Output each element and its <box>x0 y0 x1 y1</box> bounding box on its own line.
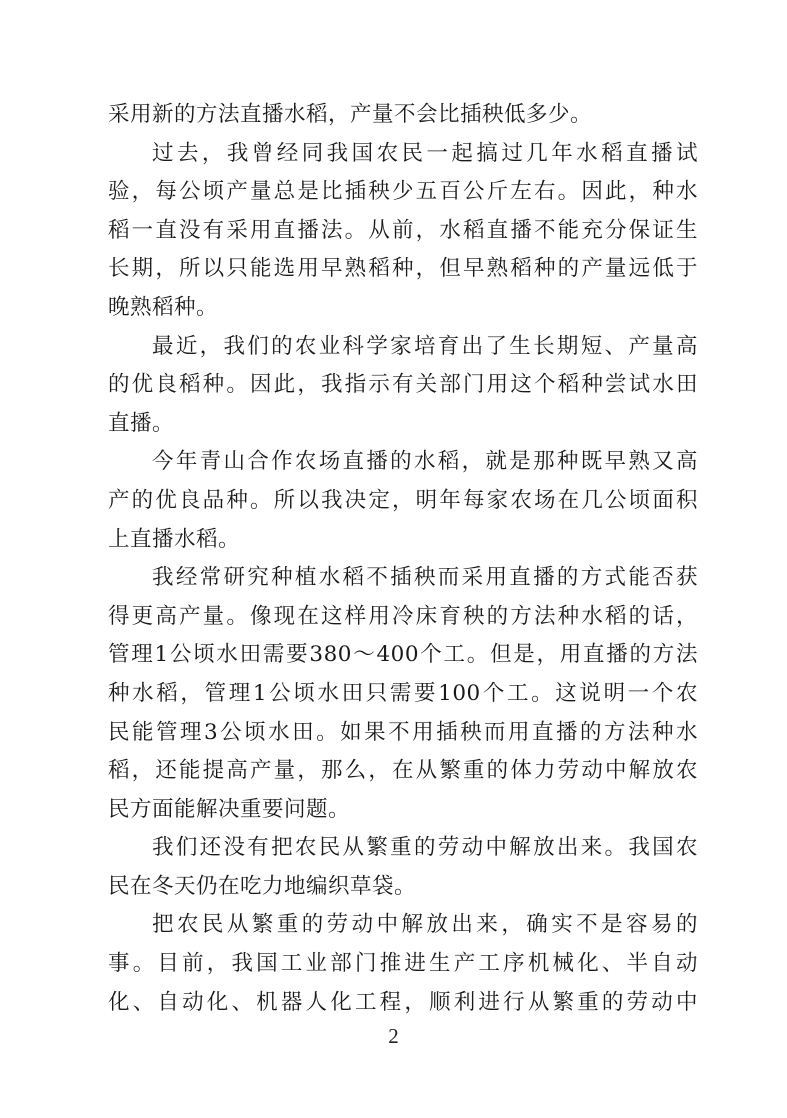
paragraph-first-line: 今年青山合作农场直播的水稻，就是那种既早熟又高 <box>152 449 698 475</box>
paragraph-first-line: 我经常研究种植水稻不插秧而采用直播的方式能否获 <box>152 565 698 591</box>
text-line: 长期，所以只能选用早熟稻种，但早熟稻种的产量远低于 <box>108 256 698 282</box>
text-line: 稻，还能提高产量，那么，在从繁重的体力劳动中解放农 <box>108 758 698 784</box>
text-line: 事。目前，我国工业部门推进生产工序机械化、半自动 <box>108 951 698 977</box>
text-line: 种水稻，管理1公顷水田只需要100个工。这说明一个农 <box>108 680 698 706</box>
text-line: 的优良稻种。因此，我指示有关部门用这个稻种尝试水田 <box>108 372 698 398</box>
page-number: 2 <box>388 1024 399 1048</box>
text-line: 晚熟稻种。 <box>108 294 219 320</box>
body-text <box>108 96 698 1022</box>
text-line: 管理1公顷水田需要380～400个工。但是，用直播的方法 <box>108 642 698 668</box>
text-line: 产的优良品种。所以我决定，明年每家农场在几公顷面积 <box>108 487 698 513</box>
text-line: 上直播水稻。 <box>108 526 241 552</box>
text-line: 民方面能解决重要问题。 <box>108 796 351 822</box>
paragraph-first-line: 把农民从繁重的劳动中解放出来，确实不是容易的 <box>152 912 698 938</box>
text-line: 民能管理3公顷水田。如果不用插秧而用直播的方法种水 <box>108 719 698 745</box>
paragraph-first-line: 我们还没有把农民从繁重的劳动中解放出来。我国农 <box>152 835 698 861</box>
text-line: 得更高产量。像现在这样用冷床育秧的方法种水稻的话， <box>108 603 698 629</box>
text-line: 验，每公顷产量总是比插秧少五百公斤左右。因此，种水 <box>108 179 698 205</box>
text-line: 直播。 <box>108 410 175 436</box>
paragraph-first-line: 最近，我们的农业科学家培育出了生长期短、产量高 <box>152 333 698 359</box>
text-line: 采用新的方法直播水稻，产量不会比插秧低多少。 <box>108 102 593 127</box>
text-line: 化、自动化、机器人化工程，顺利进行从繁重的劳动中 <box>108 989 698 1015</box>
paragraph-first-line: 过去，我曾经同我国农民一起搞过几年水稻直播试 <box>152 140 698 166</box>
text-line: 民在冬天仍在吃力地编织草袋。 <box>108 873 417 899</box>
text-line: 稻一直没有采用直播法。从前，水稻直播不能充分保证生 <box>108 217 698 243</box>
